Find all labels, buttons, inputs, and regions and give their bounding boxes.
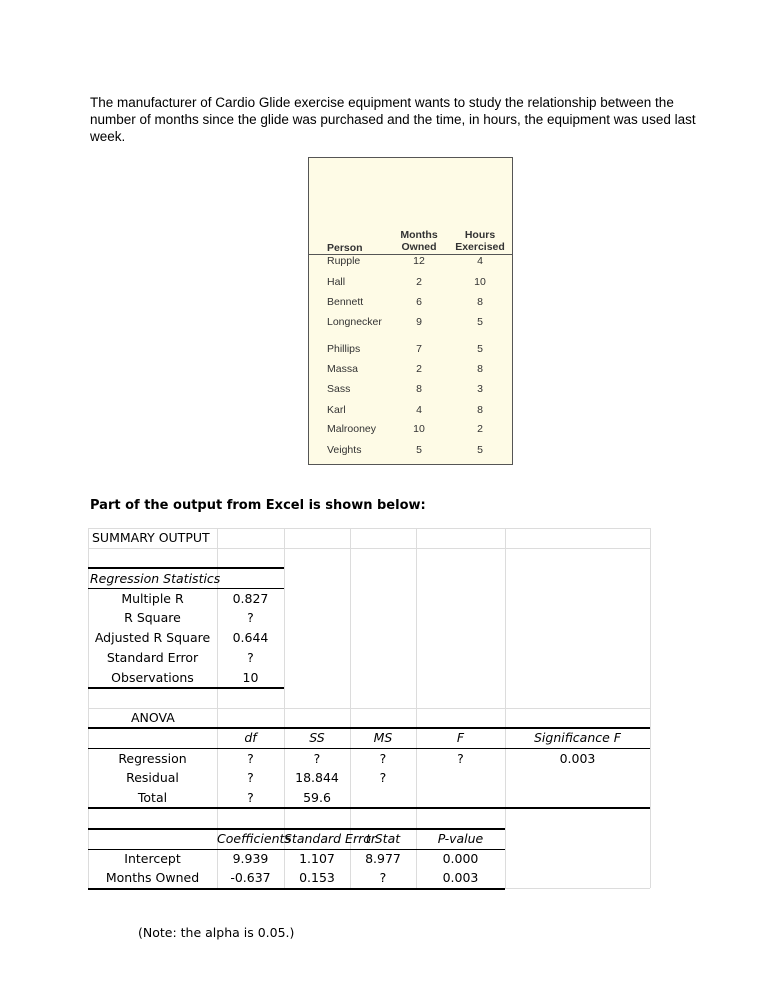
anova-heading: ANOVA: [131, 710, 175, 725]
person-name: Massa: [327, 363, 358, 375]
anova-df: ?: [247, 790, 254, 805]
stat-value: 0.644: [232, 630, 269, 645]
coef-p: 0.003: [442, 870, 479, 885]
header-months-owned: [395, 229, 443, 253]
hours-exercised: 2: [477, 423, 483, 435]
header-person: Person: [327, 242, 363, 254]
hours-exercised: 3: [477, 383, 483, 395]
months-owned: 6: [416, 296, 422, 308]
grid-line: [650, 528, 651, 888]
coef-t: ?: [379, 870, 387, 885]
anova-col-f: F: [456, 730, 465, 745]
coef-row-label: Months Owned: [105, 870, 200, 885]
person-name: Hall: [327, 276, 346, 288]
coef-row-label: Intercept: [124, 851, 181, 866]
anova-ms: ?: [379, 770, 387, 785]
header-hours-line1: Hours: [464, 229, 496, 241]
anova-ss: 59.6: [303, 790, 331, 805]
summary-output-label: SUMMARY OUTPUT: [92, 530, 210, 545]
hours-exercised: 4: [477, 255, 483, 267]
person-name: Karl: [327, 404, 346, 416]
coef-se: 0.153: [299, 870, 335, 885]
coef-t: 8.977: [365, 851, 401, 866]
person-name: Phillips: [327, 343, 361, 355]
months-owned: 5: [416, 444, 422, 456]
coef-col-p-value: P-value: [437, 831, 484, 846]
anova-row-label: Residual: [126, 770, 179, 785]
anova-col-df: df: [244, 730, 257, 745]
stat-value: ?: [247, 650, 254, 665]
person-name: Sass: [327, 383, 351, 395]
problem-statement: The manufacturer of Cardio Glide exercise equipment wants to study the relationship between the number of months since the glide was purchased and the time, in hours, the equipment was used last week.: [90, 95, 696, 144]
header-months-line2: Owned: [401, 241, 437, 253]
coef-value: -0.637: [230, 870, 271, 885]
hours-exercised: 5: [477, 444, 483, 456]
table-row: [309, 343, 514, 359]
alpha-note: (Note: the alpha is 0.05.): [138, 925, 295, 940]
grid-line: [88, 548, 650, 549]
anova-df: ?: [247, 751, 254, 766]
table-row: [309, 296, 514, 312]
hours-exercised: 8: [477, 363, 483, 375]
header-months-line1: Months: [400, 229, 438, 241]
anova-ss: 18.844: [295, 770, 339, 785]
person-name: Veights: [327, 444, 362, 456]
coef-se: 1.107: [299, 851, 335, 866]
table-row: [309, 255, 514, 271]
anova-ss: ?: [313, 751, 321, 766]
table-row: [309, 423, 514, 439]
stat-label: Multiple R: [121, 591, 184, 606]
person-name: Malrooney: [327, 423, 377, 435]
anova-row-label: Regression: [118, 751, 187, 766]
hours-exercised: 5: [477, 316, 483, 328]
months-owned: 2: [416, 363, 422, 375]
hours-exercised: 5: [477, 343, 483, 355]
coef-col-t-stat: t Stat: [365, 831, 401, 846]
anova-row-label: Total: [137, 790, 168, 805]
anova-ms: ?: [379, 751, 387, 766]
table-row: [309, 404, 514, 420]
hours-exercised: 8: [477, 296, 483, 308]
person-name: Rupple: [327, 255, 361, 267]
months-owned: 10: [413, 423, 425, 435]
header-hours-line2: Exercised: [455, 241, 505, 253]
stat-value: 10: [242, 670, 259, 685]
anova-col-ss: SS: [309, 730, 325, 745]
table-row: [309, 444, 514, 460]
coef-col-standard-error: Standard Error: [284, 831, 377, 846]
data-table: [308, 157, 513, 465]
months-owned: 9: [416, 316, 422, 328]
header-hours-exercised: [451, 229, 509, 253]
stat-label: Standard Error: [106, 650, 199, 665]
stat-value: 0.827: [232, 591, 269, 606]
stat-label: Adjusted R Square: [94, 630, 211, 645]
coef-value: 9.939: [232, 851, 269, 866]
hours-exercised: 8: [477, 404, 483, 416]
stat-label: Observations: [111, 670, 194, 685]
table-row: [309, 383, 514, 399]
stat-label: R Square: [124, 610, 181, 625]
anova-f: ?: [457, 751, 464, 766]
months-owned: 7: [416, 343, 422, 355]
anova-col-significance-f: Significance F: [534, 730, 621, 745]
table-row: [309, 276, 514, 292]
coef-col-coefficients: Coefficients: [217, 831, 291, 846]
months-owned: 4: [416, 404, 422, 416]
months-owned: 12: [413, 255, 425, 267]
excel-output-title: Part of the output from Excel is shown below:: [90, 498, 426, 513]
regression-statistics-heading: Regression Statistics: [90, 571, 221, 586]
anova-df: ?: [247, 770, 254, 785]
coef-p: 0.000: [442, 851, 479, 866]
person-name: Longnecker: [327, 316, 382, 328]
months-owned: 2: [416, 276, 422, 288]
hours-exercised: 10: [474, 276, 486, 288]
months-owned: 8: [416, 383, 422, 395]
border: [88, 888, 505, 890]
anova-col-ms: MS: [373, 730, 393, 745]
anova-sig: 0.003: [559, 751, 596, 766]
person-name: Bennett: [327, 296, 364, 308]
table-row: [309, 316, 514, 332]
stat-value: ?: [247, 610, 254, 625]
table-row: [309, 363, 514, 379]
